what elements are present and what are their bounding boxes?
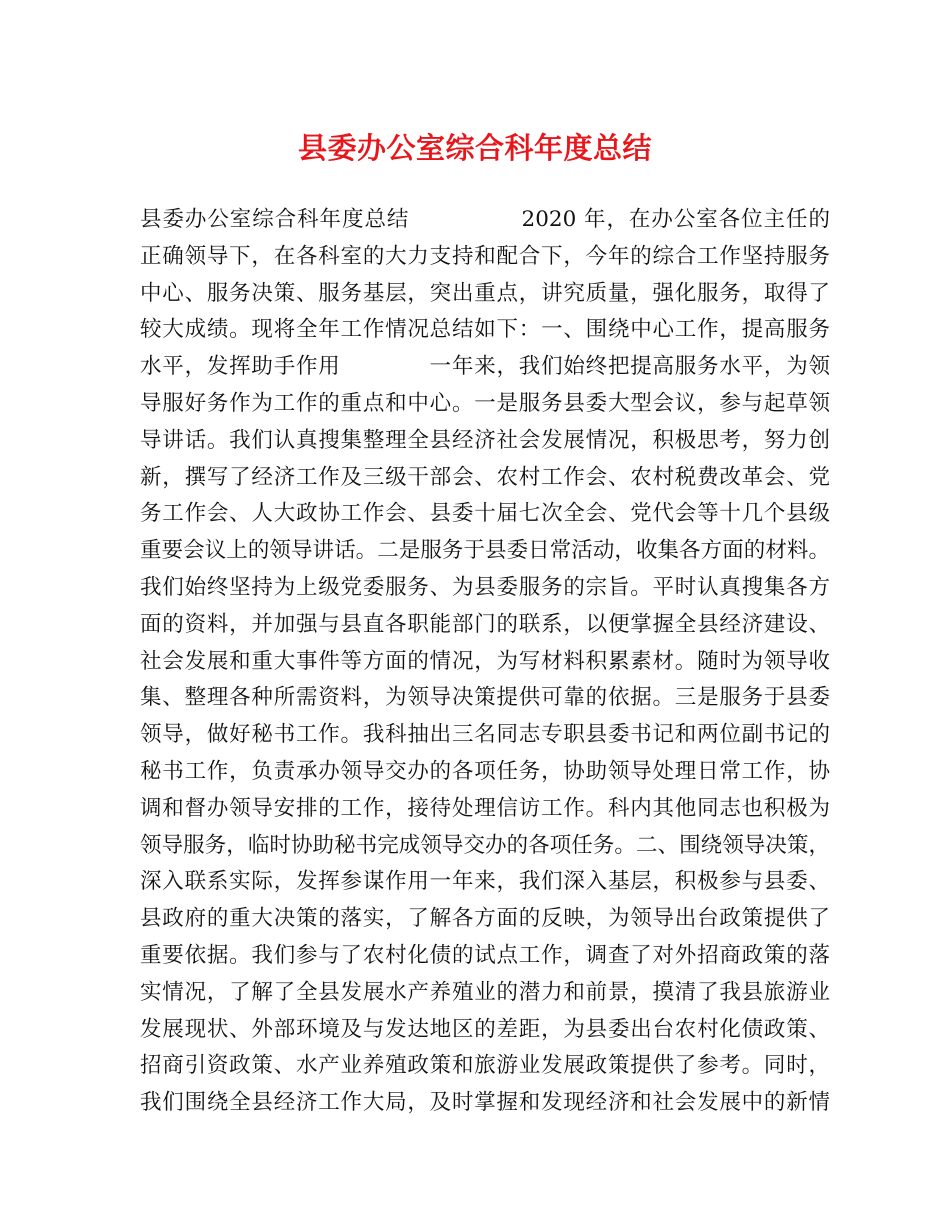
body-line: 深入联系实际，发挥参谋作用一年来，我们深入基层，积极参与县委、 — [140, 869, 830, 895]
body-line: 水平，发挥助手作用 一年来，我们始终把提高服务水平，为领 — [140, 354, 830, 380]
body-line: 务工作会、人大政协工作会、县委十届七次全会、党代会等十几个县级 — [140, 501, 830, 527]
body-line: 正确领导下，在各科室的大力支持和配合下，今年的综合工作坚持服务 — [140, 243, 830, 269]
body-line: 我们始终坚持为上级党委服务、为县委服务的宗旨。平时认真搜集各方 — [140, 574, 830, 600]
body-line: 重要会议上的领导讲话。二是服务于县委日常活动，收集各方面的材料。 — [140, 538, 830, 564]
body-line: 发展现状、外部环境及与发达地区的差距，为县委出台农村化债政策、 — [140, 1016, 830, 1042]
body-line: 实情况，了解了全县发展水产养殖业的潜力和前景，摸清了我县旅游业 — [140, 979, 830, 1005]
body-line: 集、整理各种所需资料，为领导决策提供可靠的依据。三是服务于县委 — [140, 685, 830, 711]
body-line: 新，撰写了经济工作及三级干部会、农村工作会、农村税费改革会、党 — [140, 464, 830, 490]
body-line: 县政府的重大决策的落实，了解各方面的反映，为领导出台政策提供了 — [140, 906, 830, 932]
body-line: 调和督办领导安排的工作，接待处理信访工作。科内其他同志也积极为 — [140, 795, 830, 821]
body-line: 社会发展和重大事件等方面的情况，为写材料积累素材。随时为领导收 — [140, 648, 830, 674]
body-line: 秘书工作，负责承办领导交办的各项任务，协助领导处理日常工作，协 — [140, 758, 830, 784]
body-line: 导服好务作为工作的重点和中心。一是服务县委大型会议，参与起草领 — [140, 390, 830, 416]
body-line: 面的资料，并加强与县直各职能部门的联系，以便掌握全县经济建设、 — [140, 611, 830, 637]
body-line: 较大成绩。现将全年工作情况总结如下：一、围绕中心工作，提高服务 — [140, 317, 830, 343]
body-line: 县委办公室综合科年度总结 2020 年，在办公室各位主任的 — [140, 207, 830, 232]
body-line: 领导服务，临时协助秘书完成领导交办的各项任务。二、围绕领导决策， — [140, 832, 830, 858]
body-line: 招商引资政策、水产业养殖政策和旅游业发展政策提供了参考。同时， — [140, 1053, 830, 1079]
body-line: 重要依据。我们参与了农村化债的试点工作，调查了对外招商政策的落 — [140, 942, 830, 968]
body-line: 我们围绕全县经济工作大局，及时掌握和发现经济和社会发展中的新情 — [140, 1090, 830, 1116]
document-body — [140, 202, 830, 1122]
body-line: 中心、服务决策、服务基层，突出重点，讲究质量，强化服务，取得了 — [140, 280, 830, 306]
body-line: 导讲话。我们认真搜集整理全县经济社会发展情况，积极思考，努力创 — [140, 427, 830, 453]
body-line: 领导，做好秘书工作。我科抽出三名同志专职县委书记和两位副书记的 — [140, 722, 830, 748]
document-title: 县委办公室综合科年度总结 — [297, 131, 652, 165]
